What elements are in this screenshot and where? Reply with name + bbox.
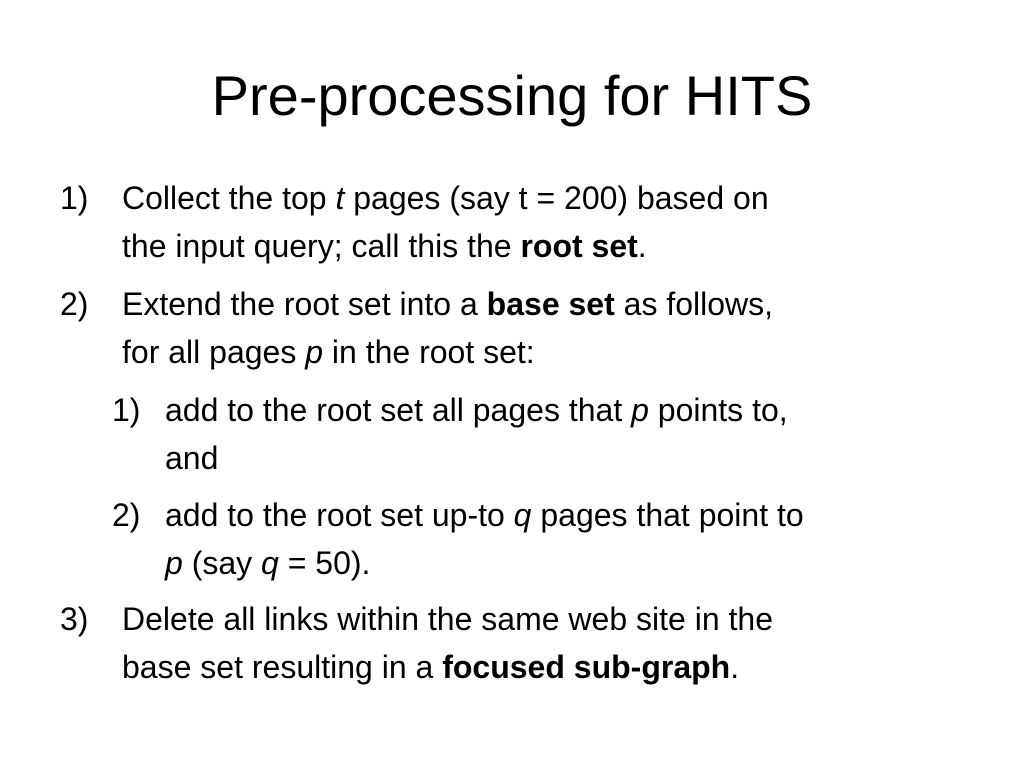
list-number: 2) xyxy=(60,286,89,322)
text-run: as follows, xyxy=(614,286,774,322)
text-run: = 50). xyxy=(278,545,371,581)
term-base-set: base set xyxy=(486,286,615,322)
variable-p: p xyxy=(305,334,324,370)
text-run: . xyxy=(730,649,740,685)
variable-p: p xyxy=(631,392,649,428)
text-run: Delete all links within the same web site in the xyxy=(122,601,773,637)
text-run: pages that point to xyxy=(531,497,804,533)
list-item-3 xyxy=(60,595,773,691)
item-text-line xyxy=(165,491,804,539)
list-number: 1) xyxy=(60,180,89,216)
item-text-line xyxy=(122,222,769,270)
text-run: the input query; call this the xyxy=(122,228,521,264)
list-item-1 xyxy=(60,174,769,270)
variable-t: t xyxy=(335,180,345,216)
slide-title: Pre-processing for HITS xyxy=(211,64,813,127)
text-run: (say xyxy=(182,545,262,581)
text-run: add to the root set all pages that xyxy=(165,392,632,428)
text-run: points to, xyxy=(648,392,788,428)
text-run: add to the root set up-to xyxy=(165,497,514,533)
item-text-line xyxy=(165,434,788,482)
sub-list-item-2 xyxy=(112,491,804,587)
sub-list-item-1 xyxy=(112,386,788,482)
text-run: base set resulting in a xyxy=(122,649,443,685)
item-text-line xyxy=(122,174,769,222)
item-text-line xyxy=(165,539,804,587)
text-run: pages (say t = 200) based on xyxy=(344,180,769,216)
term-focused-sub-graph: focused sub-graph xyxy=(442,649,731,685)
variable-p: p xyxy=(165,545,183,581)
item-text-line xyxy=(122,280,773,328)
text-run: . xyxy=(637,228,647,264)
text-run: and xyxy=(165,440,219,476)
list-number: 3) xyxy=(60,601,89,637)
list-item-2 xyxy=(60,280,774,376)
item-text-line xyxy=(122,643,773,691)
text-run: in the root set: xyxy=(323,334,535,370)
text-run: Extend the root set into a xyxy=(122,286,487,322)
list-number: 1) xyxy=(112,392,141,428)
text-run: for all pages xyxy=(122,334,306,370)
item-text-line xyxy=(165,386,788,434)
item-text-line xyxy=(122,595,773,643)
variable-q: q xyxy=(261,545,279,581)
text-run: Collect the top xyxy=(122,180,336,216)
variable-q: q xyxy=(513,497,532,533)
list-number: 2) xyxy=(112,497,141,533)
term-root-set: root set xyxy=(520,228,638,264)
item-text-line xyxy=(122,328,773,376)
